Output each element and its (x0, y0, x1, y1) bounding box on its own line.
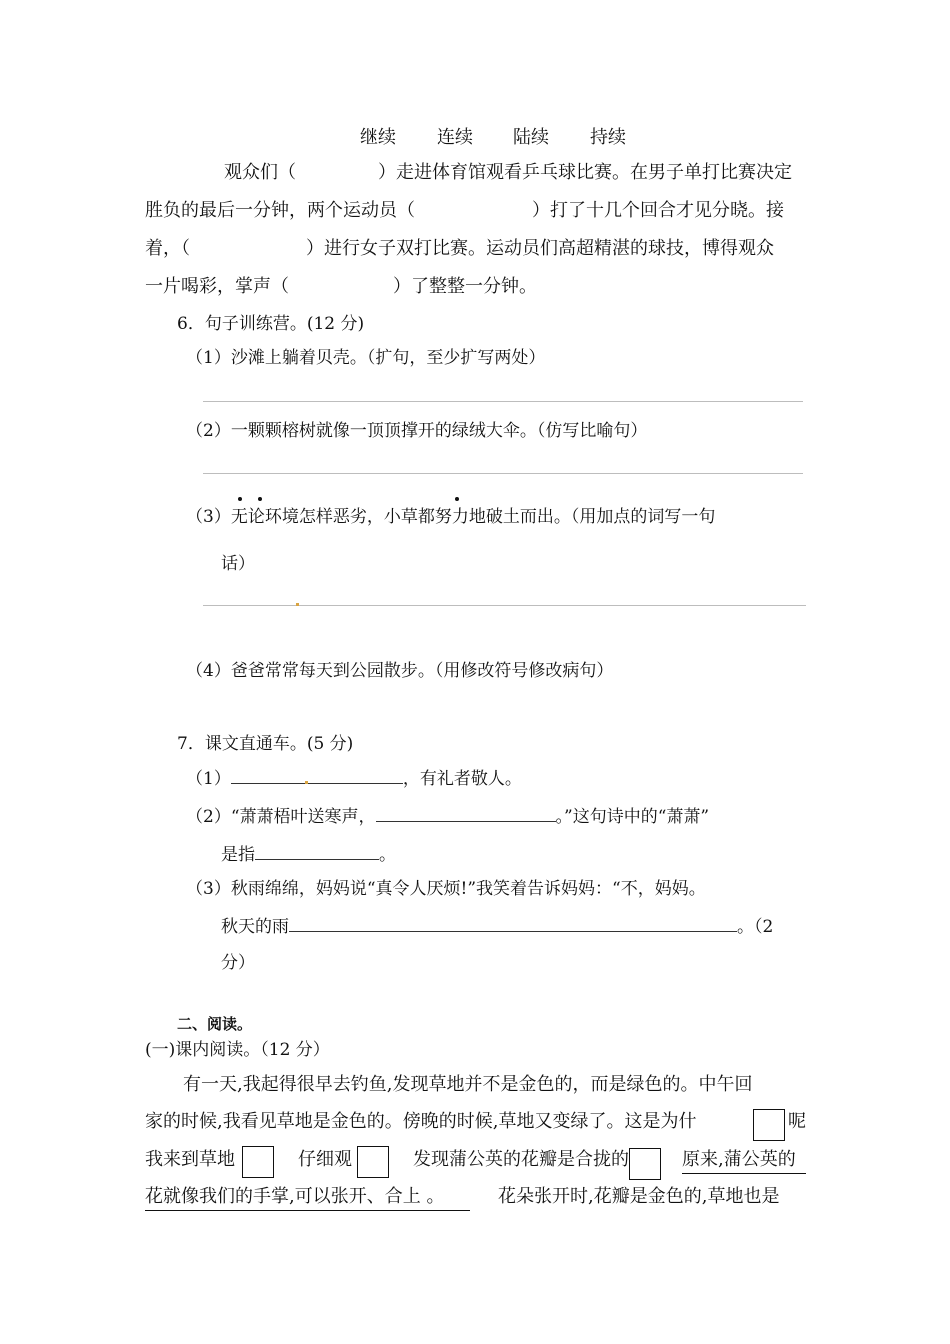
punctuation-answer-box[interactable] (629, 1148, 661, 1180)
q7-line-3: （3）秋雨绵绵，妈妈说“真令人厌烦!”我笑着告诉妈妈：“不，妈妈。 (186, 879, 706, 899)
passage-line-1a: 观众们（ (224, 162, 296, 183)
q7-line-3-end: 分） (221, 953, 255, 973)
passage-line-4a: 一片喝彩，掌声（ (145, 276, 289, 297)
q7-blank-1[interactable] (231, 767, 403, 784)
q6-sentence-1: （1）沙滩上躺着贝壳。（扩句，至少扩写两处） (186, 348, 546, 368)
q7-title: 7．课文直通车。(5 分) (177, 734, 354, 754)
q7-s3-suffix: 。（2 (737, 917, 774, 937)
q7-line-2 (186, 805, 709, 828)
reading-para-line-1: 有一天,我起得很早去钓鱼,发现草地并不是金色的，而是绿色的。中午回 (183, 1074, 753, 1095)
underline-mark (682, 1173, 806, 1174)
punctuation-answer-box[interactable] (242, 1146, 274, 1178)
q6-sentence-2: （2）一颗颗榕树就像一顶顶撑开的绿绒大伞。（仿写比喻句） (186, 421, 648, 441)
q7-line-1 (186, 767, 522, 790)
reading-para-line-3a: 我来到草地 (145, 1149, 235, 1170)
word-bank-item: 连续 (437, 127, 473, 148)
q6-sentence-4: （4）爸爸常常每天到公园散步。（用修改符号修改病句） (186, 661, 614, 681)
reading-para-line-4a: 花就像我们的手掌,可以张开、合上 。 (145, 1186, 445, 1207)
q6-answer-line-1[interactable] (203, 401, 803, 402)
passage-line-2b: ）打了十几个回合才见分晓。接 (532, 200, 784, 221)
q7-blank-3[interactable] (255, 843, 379, 860)
reading-para-line-2-end: 呢 (788, 1111, 806, 1132)
punctuation-answer-box[interactable] (357, 1146, 389, 1178)
reading-para-line-4b: 花朵张开时,花瓣是金色的,草地也是 (498, 1186, 780, 1207)
q7-blank-2[interactable] (376, 805, 556, 822)
passage-line-3b: ）进行女子双打比赛。运动员们高超精湛的球技，博得观众 (306, 238, 774, 259)
passage-line-1b: ）走进体育馆观看乒乓球比赛。在男子单打比赛决定 (378, 162, 792, 183)
q7-s2-cont: 是指 (221, 845, 255, 865)
reading-subheading: (一)课内阅读。（12 分） (145, 1040, 330, 1060)
passage-line-3a: 着，（ (145, 238, 190, 259)
passage-line-2a: 胜负的最后一分钟，两个运动员（ (145, 200, 415, 221)
stray-mark (296, 603, 299, 606)
word-bank-item: 持续 (590, 127, 626, 148)
q6-title: 6．句子训练营。(12 分) (177, 314, 365, 334)
word-bank-item: 陆续 (513, 127, 549, 148)
q7-s2-end: 。 (379, 845, 396, 865)
q7-s3-prefix: 秋天的雨 (221, 917, 289, 937)
emphasis-dot (238, 497, 242, 501)
underline-mark (145, 1210, 470, 1211)
reading-heading: 二、阅读。 (177, 1015, 253, 1033)
q6-sentence-3: （3）无论环境怎样恶劣，小草都努力地破土而出。（用加点的词写一句 (186, 507, 716, 527)
q7-s2-prefix: （2）“萧萧梧叶送寒声， (186, 807, 376, 827)
reading-para-line-2: 家的时候,我看见草地是金色的。傍晚的时候,草地又变绿了。这是为什 (145, 1111, 697, 1132)
q7-line-2-cont (221, 843, 396, 866)
q7-s2-suffix: 。”这句诗中的“萧萧” (555, 807, 710, 827)
q7-line-3-cont (221, 915, 773, 938)
q7-blank-4[interactable] (289, 915, 737, 932)
punctuation-answer-box[interactable] (753, 1109, 785, 1141)
reading-para-line-3c: 发现蒲公英的花瓣是合拢的 (413, 1149, 629, 1170)
q7-s1-prefix: （1） (186, 769, 231, 789)
q6-answer-line-3[interactable] (203, 605, 806, 606)
emphasis-dot (258, 497, 262, 501)
q7-s1-suffix: ，有礼者敬人。 (402, 769, 522, 789)
passage-line-4b: ）了整整一分钟。 (393, 276, 537, 297)
q6-sentence-3-cont: 话） (221, 554, 255, 574)
emphasis-dot (455, 497, 459, 501)
reading-para-line-3d: 原来,蒲公英的 (682, 1149, 796, 1170)
q6-answer-line-2[interactable] (203, 473, 803, 474)
word-bank-item: 继续 (360, 127, 396, 148)
stray-mark (305, 781, 308, 784)
reading-para-line-3b: 仔细观 (298, 1149, 352, 1170)
